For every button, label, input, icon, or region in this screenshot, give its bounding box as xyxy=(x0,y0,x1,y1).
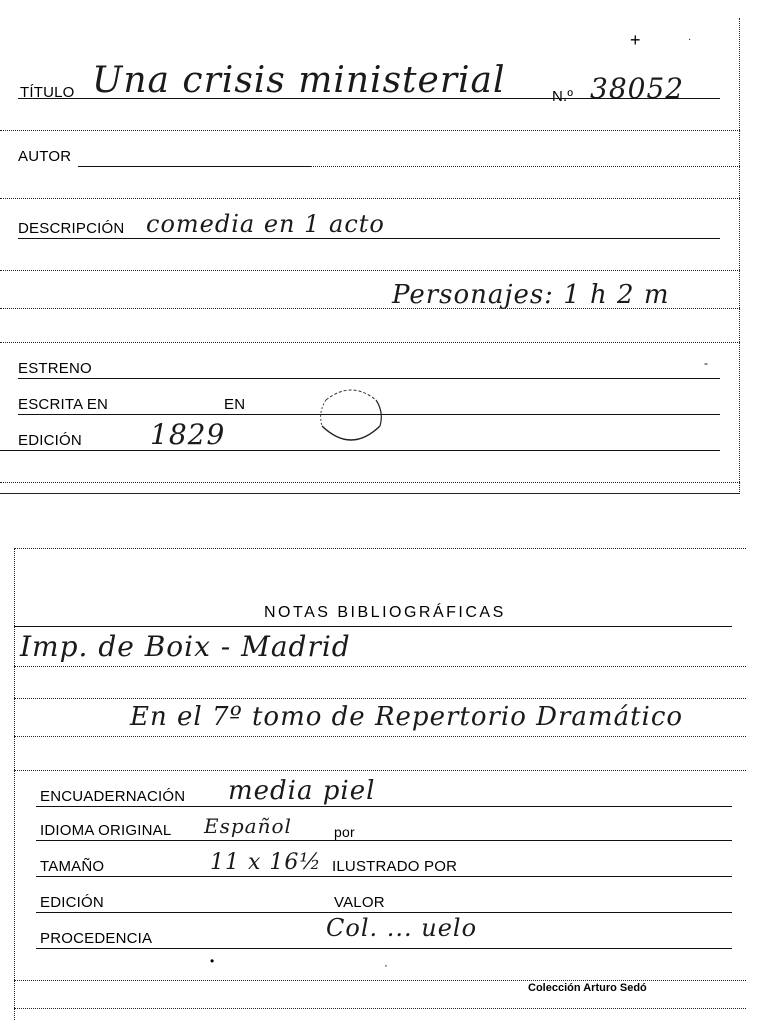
card-border-left xyxy=(14,548,15,1020)
descripcion-label: DESCRIPCIÓN xyxy=(18,220,125,237)
titulo-value: Una crisis ministerial xyxy=(92,60,506,101)
encuadernacion-label: ENCUADERNACIÓN xyxy=(40,788,186,805)
encuadernacion-value: media piel xyxy=(228,776,376,806)
escrita-en-label: ESCRITA EN xyxy=(18,396,109,413)
rule xyxy=(36,840,732,841)
estreno-label: ESTRENO xyxy=(18,360,92,377)
notas-heading: NOTAS BIBLIOGRÁFICAS xyxy=(264,604,506,621)
rule xyxy=(310,166,740,167)
rule xyxy=(0,270,740,271)
note-line-2: En el 7º tomo de Repertorio Dramático xyxy=(130,702,684,732)
rule xyxy=(0,342,740,343)
idioma-label: IDIOMA ORIGINAL xyxy=(40,822,172,839)
rule xyxy=(0,198,740,199)
en-label: EN xyxy=(224,396,246,413)
rule xyxy=(14,736,746,737)
rule xyxy=(18,98,720,99)
procedencia-label: PROCEDENCIA xyxy=(40,930,153,947)
idioma-value: Español xyxy=(204,814,292,838)
rule xyxy=(36,948,732,949)
tamano-label: TAMAÑO xyxy=(40,858,105,875)
note-line-1: Imp. de Boix - Madrid xyxy=(20,630,351,663)
titulo-label: TÍTULO xyxy=(20,84,75,101)
ink-dot: • xyxy=(210,954,215,968)
por-label: por xyxy=(334,824,355,840)
catalog-card-bottom xyxy=(14,548,746,1020)
collection-credit: Colección Arturo Sedó xyxy=(528,982,647,994)
card-border-bottom xyxy=(0,493,740,494)
edicion-value: 1829 xyxy=(150,418,226,451)
punch-hole-icon xyxy=(316,382,386,452)
tamano-value: 11 x 16½ xyxy=(210,850,322,875)
ink-dot: · xyxy=(688,34,692,45)
rule xyxy=(14,626,732,627)
rule xyxy=(36,912,732,913)
rule xyxy=(18,238,720,239)
card-border-right xyxy=(739,18,740,494)
rule xyxy=(14,980,746,981)
numero-label: N.º xyxy=(552,88,574,105)
rule xyxy=(36,876,732,877)
rule xyxy=(0,482,740,483)
autor-label: AUTOR xyxy=(18,148,72,165)
ink-dash: - xyxy=(704,356,708,370)
edicion-label: EDICIÓN xyxy=(18,432,82,449)
descripcion-value: comedia en 1 acto xyxy=(146,210,385,238)
rule xyxy=(18,378,720,379)
numero-value: 38052 xyxy=(590,72,685,105)
ilustrado-label: ILUSTRADO POR xyxy=(332,858,458,875)
card-border-top xyxy=(14,548,746,549)
valor-label: VALOR xyxy=(334,894,385,911)
rule xyxy=(78,166,310,167)
procedencia-value: Col. ... uelo xyxy=(326,914,478,942)
rule xyxy=(0,450,720,451)
rule xyxy=(14,698,746,699)
edicion-label-bottom: EDICIÓN xyxy=(40,894,104,911)
rule xyxy=(36,806,732,807)
rule xyxy=(14,1008,746,1009)
personajes-value: Personajes: 1 h 2 m xyxy=(392,280,670,310)
corner-mark: + xyxy=(630,30,641,50)
catalog-card-top xyxy=(0,8,740,494)
rule xyxy=(0,308,740,309)
rule xyxy=(14,666,746,667)
ink-dot: · xyxy=(384,958,388,972)
rule xyxy=(0,130,740,131)
rule xyxy=(14,770,746,771)
